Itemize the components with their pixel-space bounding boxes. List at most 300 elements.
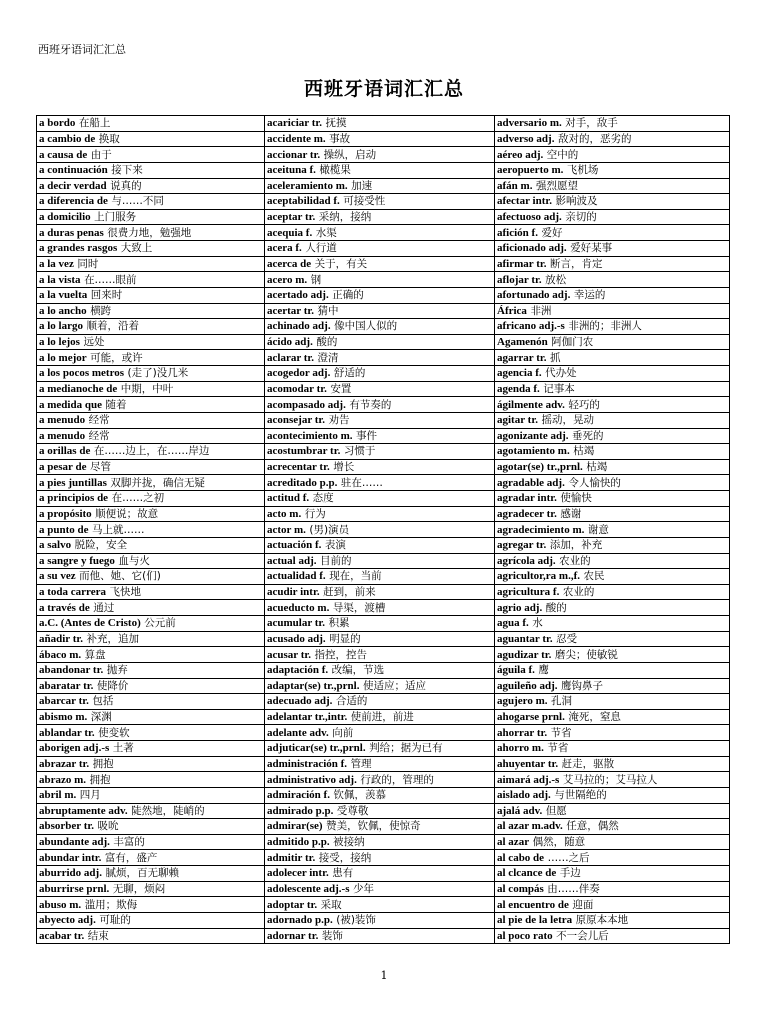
vocab-cell: [265, 381, 495, 397]
vocab-term: a la vez: [39, 257, 74, 270]
table-row: [37, 662, 730, 678]
table-row: [37, 803, 730, 819]
table-row: [37, 631, 730, 647]
vocab-term: actuación f.: [267, 539, 322, 552]
vocab-cell: [37, 475, 265, 491]
vocab-cell: [37, 912, 265, 928]
vocab-term: admitir tr.: [267, 851, 316, 864]
vocab-cell: [495, 116, 730, 132]
vocab-cell: [495, 272, 730, 288]
vocab-definition: 钢: [310, 273, 322, 286]
vocab-cell: [37, 787, 265, 803]
vocab-term: adverso adj.: [497, 132, 555, 145]
vocab-definition: 行为: [304, 507, 326, 520]
vocab-definition: 同时: [77, 257, 99, 270]
vocab-cell: [495, 256, 730, 272]
vocab-term: a diferencia de: [39, 195, 108, 208]
vocab-cell: [37, 194, 265, 210]
vocab-cell: [37, 209, 265, 225]
vocab-term: a pies juntillas: [39, 476, 107, 489]
vocab-term: abuso m.: [39, 898, 82, 911]
vocab-term: a sangre y fuego: [39, 554, 115, 567]
vocab-term: abundar intr.: [39, 851, 102, 864]
table-row: [37, 428, 730, 444]
vocab-term: al cabo de: [497, 851, 545, 864]
vocab-cell: [265, 225, 495, 241]
vocab-definition: 添加，补充: [549, 539, 603, 552]
vocab-cell: [37, 522, 265, 538]
vocab-term: acontecimiento m.: [267, 429, 353, 442]
vocab-term: accionar tr.: [267, 148, 321, 161]
table-row: [37, 647, 730, 663]
vocab-term: a causa de: [39, 148, 88, 161]
vocab-term: a su vez: [39, 570, 76, 583]
vocab-cell: [265, 397, 495, 413]
vocab-term: águila f.: [497, 664, 535, 677]
vocab-definition: 酸的: [316, 336, 338, 349]
vocab-term: aceptar tr.: [267, 211, 316, 224]
vocab-definition: 对手，敌手: [565, 117, 618, 130]
vocab-definition: 非洲: [530, 304, 552, 317]
vocab-cell: [37, 584, 265, 600]
vocab-definition: 艾马拉的；艾马拉人: [562, 773, 658, 786]
vocab-definition: 节省: [547, 742, 569, 755]
vocab-term: actitud f.: [267, 492, 310, 505]
vocab-cell: [265, 537, 495, 553]
vocab-term: abundante adj.: [39, 836, 110, 849]
page-number: 1: [380, 969, 388, 982]
vocab-definition: 深渊: [90, 711, 112, 724]
vocab-term: agricultura f.: [497, 586, 560, 599]
vocab-definition: 代办处: [545, 367, 577, 380]
vocab-cell: [495, 912, 730, 928]
vocab-definition: 阿伽门农: [551, 336, 594, 349]
table-row: [37, 897, 730, 913]
vocab-definition: 节省: [550, 726, 572, 739]
vocab-term: adelantar tr.,intr.: [267, 711, 348, 724]
vocab-definition: (走了)没几米: [127, 367, 189, 380]
vocab-definition: 说真的: [110, 179, 142, 192]
vocab-definition: 现在，当前: [329, 570, 382, 583]
vocab-definition: 孔洞: [551, 695, 573, 708]
vocab-term: aceleramiento m.: [267, 179, 348, 192]
vocab-cell: [265, 584, 495, 600]
table-row: [37, 709, 730, 725]
vocab-definition: 结束: [87, 929, 109, 942]
vocab-definition: 空中的: [546, 148, 579, 161]
vocab-definition: 抛弃: [106, 664, 128, 677]
vocab-cell: [265, 803, 495, 819]
vocab-term: actual adj.: [267, 554, 317, 567]
table-row: [37, 194, 730, 210]
vocab-definition: 使降价: [96, 679, 129, 692]
vocab-cell: [37, 272, 265, 288]
vocabulary-table-body: [37, 116, 730, 944]
vocab-cell: [495, 647, 730, 663]
vocab-definition: 原原本本地: [575, 914, 629, 927]
vocab-cell: [265, 569, 495, 585]
vocab-definition: 影响波及: [555, 195, 598, 208]
vocab-cell: [495, 162, 730, 178]
vocab-term: ahorrar tr.: [497, 726, 548, 739]
vocab-term: África: [497, 304, 527, 317]
vocab-cell: [495, 819, 730, 835]
vocab-definition: 远处: [83, 336, 105, 349]
table-row: [37, 178, 730, 194]
vocab-definition: 加速: [351, 179, 373, 192]
vocab-cell: [37, 678, 265, 694]
vocab-definition: 鹰钩鼻子: [561, 679, 604, 692]
table-row: [37, 444, 730, 460]
vocab-term: agarrar tr.: [497, 351, 547, 364]
vocab-term: acabar tr.: [39, 929, 85, 942]
vocab-cell: [265, 756, 495, 772]
vocab-definition: 行政的，管理的: [360, 773, 434, 786]
vocab-cell: [37, 537, 265, 553]
vocab-cell: [37, 506, 265, 522]
vocab-term: afán m.: [497, 179, 533, 192]
vocab-cell: [265, 897, 495, 913]
vocab-definition: 态度: [312, 492, 334, 505]
vocab-term: agrícola adj.: [497, 554, 556, 567]
vocab-definition: 横跨: [90, 304, 112, 317]
vocab-term: acudir intr.: [267, 586, 320, 599]
vocab-definition: 操纵，启动: [323, 148, 377, 161]
vocab-term: acueducto m.: [267, 601, 330, 614]
vocab-definition: 而他、她、它(们): [79, 570, 161, 583]
table-row: [37, 912, 730, 928]
vocab-term: abril m.: [39, 789, 77, 802]
table-row: [37, 334, 730, 350]
vocab-cell: [495, 147, 730, 163]
vocab-term: acerca de: [267, 257, 312, 270]
vocab-definition: 农业的: [559, 554, 591, 567]
vocab-term: admirar(se): [267, 820, 323, 833]
vocab-term: aceituna f.: [267, 164, 316, 177]
table-row: [37, 725, 730, 741]
table-row: [37, 381, 730, 397]
vocab-definition: 事故: [329, 132, 351, 145]
vocab-cell: [265, 553, 495, 569]
vocab-definition: 迎面: [572, 898, 594, 911]
vocab-cell: [495, 866, 730, 882]
vocab-cell: [37, 819, 265, 835]
vocab-definition: 驻在……: [340, 476, 383, 489]
vocab-term: a orillas de: [39, 445, 91, 458]
vocab-term: achinado adj.: [267, 320, 331, 333]
vocab-definition: 改编，节选: [331, 664, 385, 677]
table-row: [37, 819, 730, 835]
vocab-term: aburrirse prnl.: [39, 882, 110, 895]
vocab-definition: 放松: [545, 273, 567, 286]
vocab-definition: 土著: [112, 742, 134, 755]
vocab-term: adolescente adj.-s: [267, 882, 350, 895]
vocab-term: a decir verdad: [39, 179, 107, 192]
vocab-term: aeropuerto m.: [497, 164, 564, 177]
table-row: [37, 553, 730, 569]
vocab-term: adelante adv.: [267, 726, 329, 739]
vocab-term: acrecentar tr.: [267, 461, 330, 474]
vocab-term: afectar intr.: [497, 195, 552, 208]
vocab-term: ágilmente adv.: [497, 398, 565, 411]
vocab-cell: [265, 616, 495, 632]
vocab-definition: 摇动，晃动: [541, 414, 594, 427]
vocab-term: agradable adj.: [497, 476, 565, 489]
vocab-definition: 马上就……: [92, 523, 145, 536]
vocab-definition: 大致上: [120, 242, 153, 255]
table-row: [37, 272, 730, 288]
vocab-definition: 像中国人似的: [334, 320, 398, 333]
page-header: 西班牙语词汇汇总: [38, 43, 126, 56]
vocab-cell: [495, 537, 730, 553]
vocab-definition: 接下来: [111, 164, 143, 177]
vocab-definition: 使前进，前进: [350, 711, 414, 724]
vocab-cell: [495, 834, 730, 850]
vocab-definition: 公元前: [144, 617, 176, 630]
vocab-definition: 装饰: [321, 929, 343, 942]
vocab-definition: 鹰: [538, 664, 549, 677]
vocab-term: al poco rato: [497, 929, 553, 942]
vocab-term: al clcance de: [497, 867, 557, 880]
table-row: [37, 584, 730, 600]
vocab-definition: 积累: [328, 617, 350, 630]
vocab-cell: [495, 241, 730, 257]
vocab-definition: 算盘: [84, 648, 106, 661]
vocab-term: a pesar de: [39, 461, 87, 474]
table-row: [37, 319, 730, 335]
table-row: [37, 616, 730, 632]
table-row: [37, 241, 730, 257]
vocab-definition: 在……眼前: [84, 273, 137, 286]
table-row: [37, 928, 730, 944]
vocab-definition: 随着: [105, 398, 127, 411]
vocab-definition: 安置: [330, 382, 352, 395]
vocab-cell: [265, 116, 495, 132]
vocab-cell: [495, 678, 730, 694]
vocab-term: adoptar tr.: [267, 898, 318, 911]
vocab-definition: 拥抱: [92, 757, 114, 770]
vocab-cell: [495, 600, 730, 616]
table-row: [37, 459, 730, 475]
vocab-term: ajalá adv.: [497, 804, 543, 817]
vocab-definition: 使变软: [98, 726, 130, 739]
vocab-term: aborigen adj.-s: [39, 742, 110, 755]
vocab-cell: [495, 881, 730, 897]
vocab-term: agrio adj.: [497, 601, 543, 614]
vocab-term: acomodar tr.: [267, 382, 327, 395]
vocab-definition: 农民: [583, 570, 605, 583]
vocab-definition: 忍受: [556, 632, 578, 645]
vocab-term: a lo mejor: [39, 351, 87, 364]
vocab-term: aconsejar tr.: [267, 414, 326, 427]
vocab-definition: 指控，控告: [314, 648, 367, 661]
vocab-cell: [495, 928, 730, 944]
vocab-cell: [495, 366, 730, 382]
vocab-term: acusado adj.: [267, 632, 326, 645]
vocab-definition: 非洲的；非洲人: [568, 320, 642, 333]
vocab-cell: [265, 194, 495, 210]
vocab-cell: [265, 647, 495, 663]
vocab-term: abyecto adj.: [39, 914, 96, 927]
vocab-term: acumular tr.: [267, 617, 326, 630]
vocab-definition: 采取: [320, 898, 342, 911]
vocab-cell: [495, 850, 730, 866]
vocab-cell: [265, 600, 495, 616]
vocab-definition: 通过: [93, 601, 115, 614]
vocab-cell: [495, 725, 730, 741]
vocab-definition: 劝告: [328, 414, 350, 427]
vocab-definition: (被)装饰: [336, 914, 376, 927]
table-row: [37, 147, 730, 163]
vocab-definition: 经常: [88, 429, 110, 442]
vocab-cell: [265, 459, 495, 475]
vocab-definition: 可能，或许: [90, 351, 143, 364]
vocab-definition: 使愉快: [560, 492, 592, 505]
vocab-cell: [265, 287, 495, 303]
table-row: [37, 116, 730, 132]
vocab-definition: 事件: [356, 429, 378, 442]
vocab-definition: 与……不同: [111, 195, 164, 208]
vocab-cell: [265, 787, 495, 803]
vocab-definition: 吸吮: [97, 820, 119, 833]
vocab-cell: [495, 397, 730, 413]
vocab-cell: [37, 741, 265, 757]
vocab-term: a lo largo: [39, 320, 83, 333]
vocab-definition: 上门服务: [94, 211, 137, 224]
vocab-cell: [265, 272, 495, 288]
vocab-definition: 可接受性: [343, 195, 386, 208]
vocab-cell: [37, 897, 265, 913]
vocab-cell: [265, 928, 495, 944]
table-row: [37, 287, 730, 303]
vocab-cell: [265, 506, 495, 522]
vocab-term: agotar(se) tr.,prnl.: [497, 461, 583, 474]
vocab-cell: [265, 428, 495, 444]
vocab-cell: [37, 600, 265, 616]
vocab-cell: [265, 319, 495, 335]
vocab-term: abarcar tr.: [39, 695, 89, 708]
vocab-cell: [37, 647, 265, 663]
table-row: [37, 209, 730, 225]
vocab-term: agricultor,ra m.,f.: [497, 570, 580, 583]
vocab-cell: [37, 147, 265, 163]
vocab-cell: [265, 209, 495, 225]
vocab-term: aguileño adj.: [497, 679, 558, 692]
vocab-cell: [37, 866, 265, 882]
vocab-cell: [265, 366, 495, 382]
table-row: [37, 600, 730, 616]
vocab-term: aimará adj.-s: [497, 773, 560, 786]
vocab-definition: 向前: [332, 726, 354, 739]
vocab-definition: 任意，偶然: [566, 820, 619, 833]
vocab-definition: 舒适的: [333, 367, 366, 380]
vocab-term: agitar tr.: [497, 414, 538, 427]
vocab-term: afición f.: [497, 226, 538, 239]
vocab-cell: [495, 662, 730, 678]
vocab-definition: 增长: [333, 461, 355, 474]
vocab-definition: 由……伴奏: [547, 882, 600, 895]
table-row: [37, 881, 730, 897]
table-row: [37, 412, 730, 428]
vocab-term: abismo m.: [39, 711, 88, 724]
vocab-definition: 赶走，驱散: [561, 757, 615, 770]
vocab-term: a propósito: [39, 507, 92, 520]
vocab-term: actor m.: [267, 523, 306, 536]
vocab-definition: 表演: [324, 539, 346, 552]
vocab-definition: 四月: [79, 789, 101, 802]
vocab-cell: [495, 616, 730, 632]
vocab-definition: 在……之初: [111, 492, 165, 505]
vocab-term: administración f.: [267, 757, 348, 770]
vocab-cell: [265, 475, 495, 491]
vocab-term: adaptar(se) tr.,prnl.: [267, 679, 360, 692]
table-row: [37, 741, 730, 757]
vocab-term: a medianoche de: [39, 382, 118, 395]
vocab-cell: [37, 397, 265, 413]
vocab-cell: [37, 381, 265, 397]
vocab-term: a la vista: [39, 273, 81, 286]
vocab-definition: 令人愉快的: [568, 476, 621, 489]
vocab-definition: 枯竭: [586, 461, 608, 474]
vocab-definition: 丰富的: [113, 836, 145, 849]
vocab-definition: 抚摸: [325, 117, 347, 130]
vocab-term: ahuyentar tr.: [497, 757, 559, 770]
vocab-term: acariciar tr.: [267, 117, 322, 130]
vocab-definition: 但愿: [545, 804, 567, 817]
vocab-definition: 无聊，烦闷: [112, 882, 166, 895]
vocab-cell: [495, 506, 730, 522]
vocab-definition: 补充，追加: [86, 632, 140, 645]
vocab-cell: [265, 631, 495, 647]
vocab-term: a continuación: [39, 164, 108, 177]
vocab-term: acera f.: [267, 242, 302, 255]
table-row: [37, 131, 730, 147]
vocab-cell: [37, 616, 265, 632]
vocab-definition: ……之后: [547, 851, 590, 864]
vocab-cell: [265, 866, 495, 882]
vocab-term: agradecimiento m.: [497, 523, 585, 536]
vocab-cell: [495, 287, 730, 303]
vocab-definition: 敌对的，恶劣的: [557, 132, 632, 145]
vocab-cell: [265, 662, 495, 678]
vocab-definition: 强烈愿望: [535, 179, 578, 192]
vocab-term: al compás: [497, 882, 544, 895]
vocab-cell: [265, 303, 495, 319]
vocab-cell: [265, 241, 495, 257]
vocab-term: administrativo adj.: [267, 773, 357, 786]
vocab-definition: 被接纳: [333, 836, 365, 849]
vocab-definition: 可耻的: [99, 914, 131, 927]
vocab-cell: [37, 756, 265, 772]
vocab-term: a punto de: [39, 523, 89, 536]
table-row: [37, 256, 730, 272]
table-row: [37, 694, 730, 710]
vocab-term: agujero m.: [497, 695, 548, 708]
vocab-term: a través de: [39, 601, 90, 614]
vocab-definition: 垂死的: [572, 429, 604, 442]
vocab-cell: [37, 631, 265, 647]
vocab-term: a la vuelta: [39, 289, 88, 302]
vocab-cell: [265, 444, 495, 460]
vocab-definition: 明显的: [329, 632, 361, 645]
vocab-term: aburrido adj.: [39, 867, 102, 880]
vocab-cell: [495, 756, 730, 772]
vocab-term: a menudo: [39, 414, 86, 427]
vocab-definition: 幸运的: [573, 289, 606, 302]
vocab-cell: [265, 725, 495, 741]
vocab-definition: 不一会儿后: [556, 929, 609, 942]
vocab-term: acostumbrar tr.: [267, 445, 341, 458]
